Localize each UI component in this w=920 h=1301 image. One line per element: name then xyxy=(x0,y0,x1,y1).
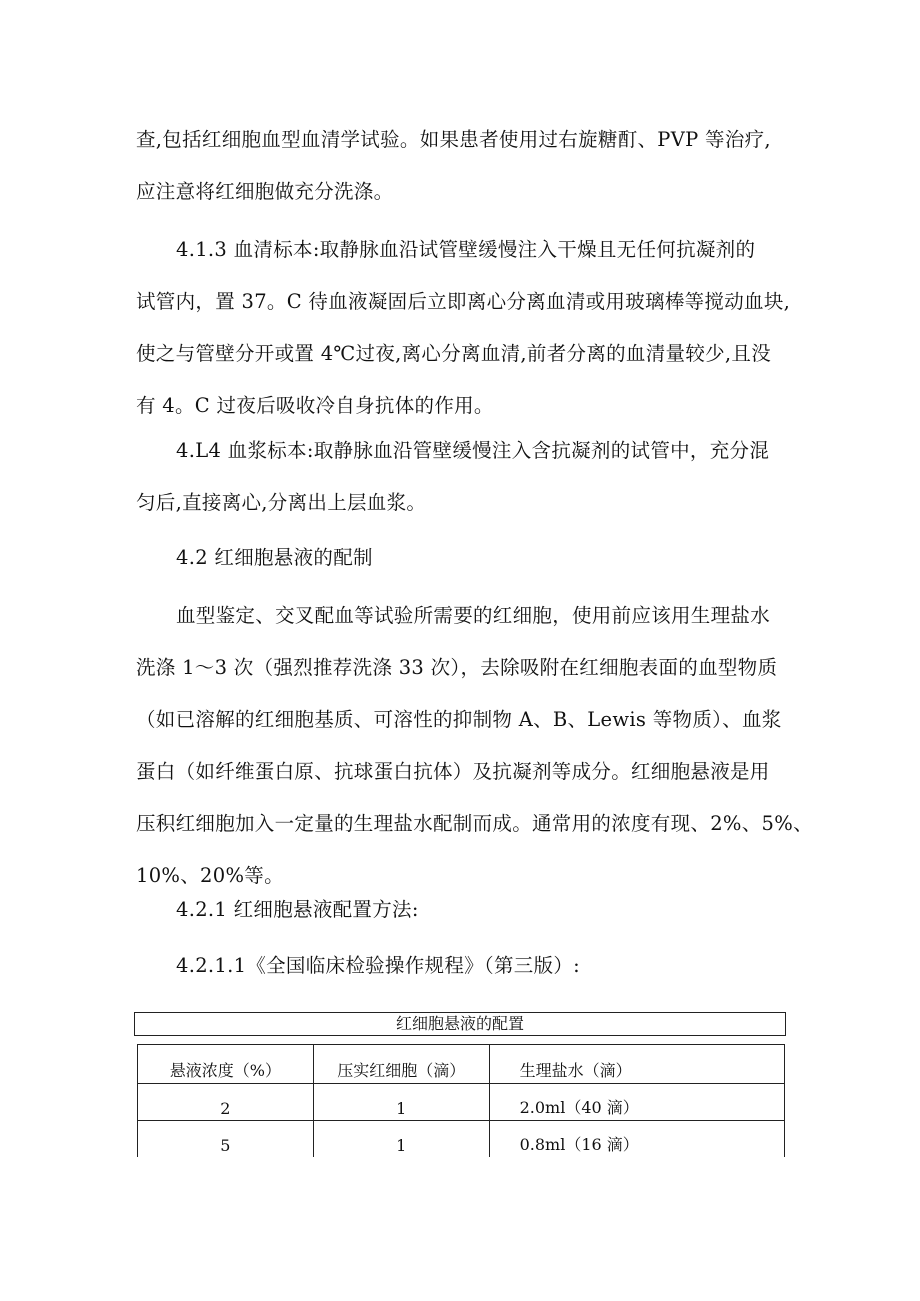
paragraph-serum-sample xyxy=(136,224,796,432)
cell-saline: 2.0ml（40 滴） xyxy=(489,1084,784,1121)
text-line: 有 4。C 过夜后吸收冷自身抗体的作用。 xyxy=(136,394,494,417)
text-line: （如已溶解的红细胞基质、可溶性的抑制物 A、B、Lewis 等物质）、血浆 xyxy=(136,708,782,731)
header-packed-cells: 压实红细胞（滴） xyxy=(313,1045,489,1084)
header-concentration: 悬液浓度（%） xyxy=(138,1045,314,1084)
section-heading-4-2-1 xyxy=(136,884,796,936)
cell-packed-cells: 1 xyxy=(313,1121,489,1158)
text-line: 压积红细胞加入一定量的生理盐水配制而成。通常用的浓度有现、2%、5%、 xyxy=(136,812,813,835)
cell-concentration: 5 xyxy=(138,1121,314,1158)
text-line: 应注意将红细胞做充分洗涤。 xyxy=(136,180,394,203)
text-line: 4.2.1 红细胞悬液配置方法: xyxy=(176,898,419,921)
table-row xyxy=(138,1084,785,1121)
paragraph-plasma-sample xyxy=(136,425,796,529)
text-line: 查,包括红细胞血型血清学试验。如果患者使用过右旋糖酊、PVP 等治疗, xyxy=(136,128,771,151)
rbc-suspension-table xyxy=(137,1044,785,1157)
text-line: 匀后,直接离心,分离出上层血浆。 xyxy=(136,491,427,514)
text-line: 10%、20%等。 xyxy=(136,864,284,887)
section-heading-4-2 xyxy=(136,532,796,584)
text-line: 试管内，置 37。C 待血液凝固后立即离心分离血清或用玻璃棒等搅动血块, xyxy=(136,290,791,313)
cell-concentration: 2 xyxy=(138,1084,314,1121)
paragraph-rbc-washing xyxy=(136,590,813,902)
text-line: 血型鉴定、交叉配血等试验所需要的红细胞，使用前应该用生理盐水 xyxy=(176,604,771,627)
text-line: 4.L4 血浆标本:取静脉血沿管壁缓慢注入含抗凝剂的试管中，充分混 xyxy=(176,439,770,462)
paragraph-1 xyxy=(136,114,796,218)
header-saline: 生理盐水（滴） xyxy=(489,1045,784,1084)
text-line: 蛋白（如纤维蛋白原、抗球蛋白抗体）及抗凝剂等成分。红细胞悬液是用 xyxy=(136,760,770,783)
table-caption: 红细胞悬液的配置 xyxy=(134,1012,786,1036)
text-line: 4.2 红细胞悬液的配制 xyxy=(176,546,373,569)
text-line: 使之与管壁分开或置 4℃过夜,离心分离血清,前者分离的血清量较少,且没 xyxy=(136,342,772,365)
section-heading-4-2-1-1 xyxy=(136,940,796,992)
text-line: 洗涤 1～3 次（强烈推荐洗涤 33 次），去除吸附在红细胞表面的血型物质 xyxy=(136,656,778,679)
cell-packed-cells: 1 xyxy=(313,1084,489,1121)
cell-saline: 0.8ml（16 滴） xyxy=(489,1121,784,1158)
text-line: 4.1.3 血清标本:取静脉血沿试管壁缓慢注入干燥且无任何抗凝剂的 xyxy=(176,238,756,261)
table-header-row xyxy=(138,1045,785,1084)
table-row xyxy=(138,1121,785,1158)
text-line: 4.2.1.1《全国临床检验操作规程》（第三版）: xyxy=(176,954,581,977)
